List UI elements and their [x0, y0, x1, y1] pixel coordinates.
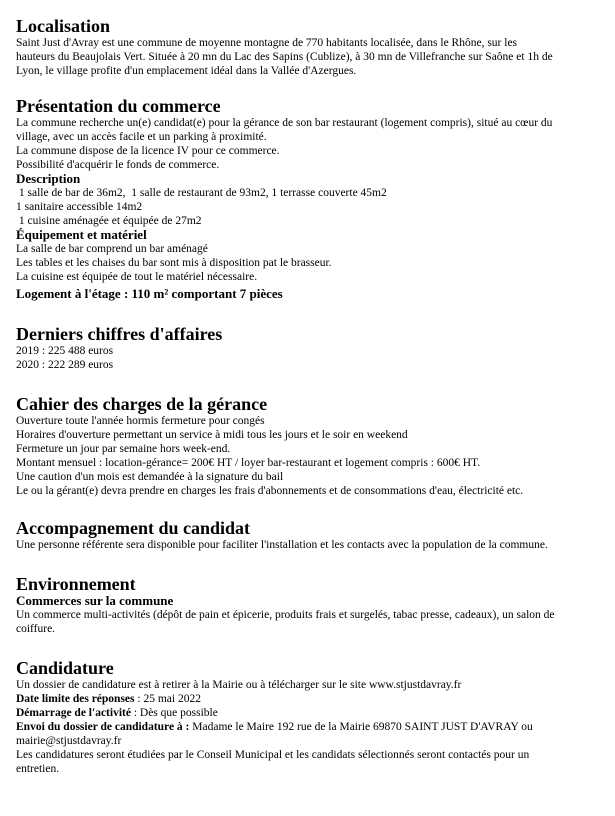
deadline-value: : 25 mai 2022 [134, 693, 201, 705]
subsection-title-commerces: Commerces sur la commune [16, 593, 174, 608]
section-candidature [16, 658, 606, 776]
paragraph-line: coiffure. [16, 623, 56, 635]
section-presentation [16, 96, 606, 302]
section-localisation [16, 16, 606, 78]
paragraph-line: Un dossier de candidature est à retirer à la Mairie ou à télécharger sur le site www.stjustdavray.fr [16, 679, 462, 691]
section-accompagnement [16, 518, 606, 552]
paragraph-line: La cuisine est équipée de tout le matériel nécessaire. [16, 271, 258, 283]
document [16, 16, 606, 776]
paragraph-line: Une caution d'un mois est demandée à la signature du bail [16, 471, 284, 483]
send-label: Envoi du dossier de candidature à : [16, 721, 190, 733]
section-title: Derniers chiffres d'affaires [16, 324, 223, 344]
paragraph-line: La commune recherche un(e) candidat(e) pour la gérance de son bar restaurant (logement compris), situé au cœur du [16, 117, 553, 129]
section-title: Cahier des charges de la gérance [16, 394, 268, 414]
send-value: Madame le Maire 192 rue de la Mairie 69870 SAINT JUST D'AVRAY ou [189, 721, 533, 733]
paragraph-line: Montant mensuel : location-gérance= 200€ HT / loyer bar-restaurant et logement compris : 600€ HT. [16, 457, 481, 469]
deadline-line [16, 692, 606, 706]
subsection-title-description: Description [16, 171, 81, 186]
section-cahier [16, 394, 606, 498]
paragraph-line: Lyon, le village profite d'un emplacement idéal dans la Vallée d'Azergues. [16, 65, 357, 77]
paragraph-line: 1 sanitaire accessible 14m2 [16, 201, 143, 213]
start-line [16, 706, 606, 720]
section-chiffres [16, 324, 606, 372]
paragraph-line: Une personne référente sera disponible pour faciliter l'installation et les contacts avec la population de la commune. [16, 539, 548, 551]
section-title: Localisation [16, 16, 111, 36]
paragraph-line: La commune dispose de la licence IV pour ce commerce. [16, 145, 280, 157]
paragraph-line: 1 salle de bar de 36m2, 1 salle de restaurant de 93m2, 1 terrasse couverte 45m2 [16, 187, 387, 199]
paragraph-line: Fermeture un jour par semaine hors week-end. [16, 443, 231, 455]
start-label: Démarrage de l'activité [16, 707, 131, 719]
paragraph-line: Possibilité d'acquérir le fonds de commerce. [16, 159, 220, 171]
paragraph-line: hauteurs du Beaujolais Vert. Située à 20 mn du Lac des Sapins (Cublize), à 30 mn de Villefranche sur Saône et 1h de [16, 51, 553, 63]
paragraph-line: Les tables et les chaises du bar sont mis à disposition pat le brasseur. [16, 257, 332, 269]
revenue-line: 2019 : 225 488 euros [16, 345, 114, 357]
section-title: Présentation du commerce [16, 96, 221, 116]
paragraph-line: La salle de bar comprend un bar aménagé [16, 243, 208, 255]
section-title: Candidature [16, 658, 114, 678]
paragraph-line: Horaires d'ouverture permettant un service à midi tous les jours et le soir en weekend [16, 429, 408, 441]
send-line [16, 720, 606, 734]
paragraph-line: entretien. [16, 763, 60, 775]
email-line: mairie@stjustdavray.fr [16, 735, 122, 747]
section-title: Accompagnement du candidat [16, 518, 251, 538]
section-environnement [16, 574, 606, 636]
section-title: Environnement [16, 574, 136, 594]
paragraph-line: Saint Just d'Avray est une commune de moyenne montagne de 770 habitants localisée, dans le Rhône, sur les [16, 37, 518, 49]
start-value: : Dès que possible [130, 707, 218, 719]
paragraph-line: Les candidatures seront étudiées par le Conseil Municipal et les candidats sélectionnés seront contactés pour un [16, 749, 530, 761]
revenue-line: 2020 : 222 289 euros [16, 359, 114, 371]
deadline-label: Date limite des réponses [16, 693, 135, 705]
housing-line: Logement à l'étage : 110 m² comportant 7 pièces [16, 286, 283, 301]
paragraph-line: Le ou la gérant(e) devra prendre en charges les frais d'abonnements et de consommations d'eau, électricité etc. [16, 485, 524, 497]
subsection-title-equipment: Équipement et matériel [16, 227, 147, 242]
paragraph-line: Un commerce multi-activités (dépôt de pain et épicerie, produits frais et surgelés, tabac presse, cadeaux), un salon de [16, 609, 555, 621]
paragraph-line: village, avec un accès facile et un parking à proximité. [16, 131, 267, 143]
paragraph-line: Ouverture toute l'année hormis fermeture pour congés [16, 415, 265, 427]
paragraph-line: 1 cuisine aménagée et équipée de 27m2 [16, 215, 202, 227]
